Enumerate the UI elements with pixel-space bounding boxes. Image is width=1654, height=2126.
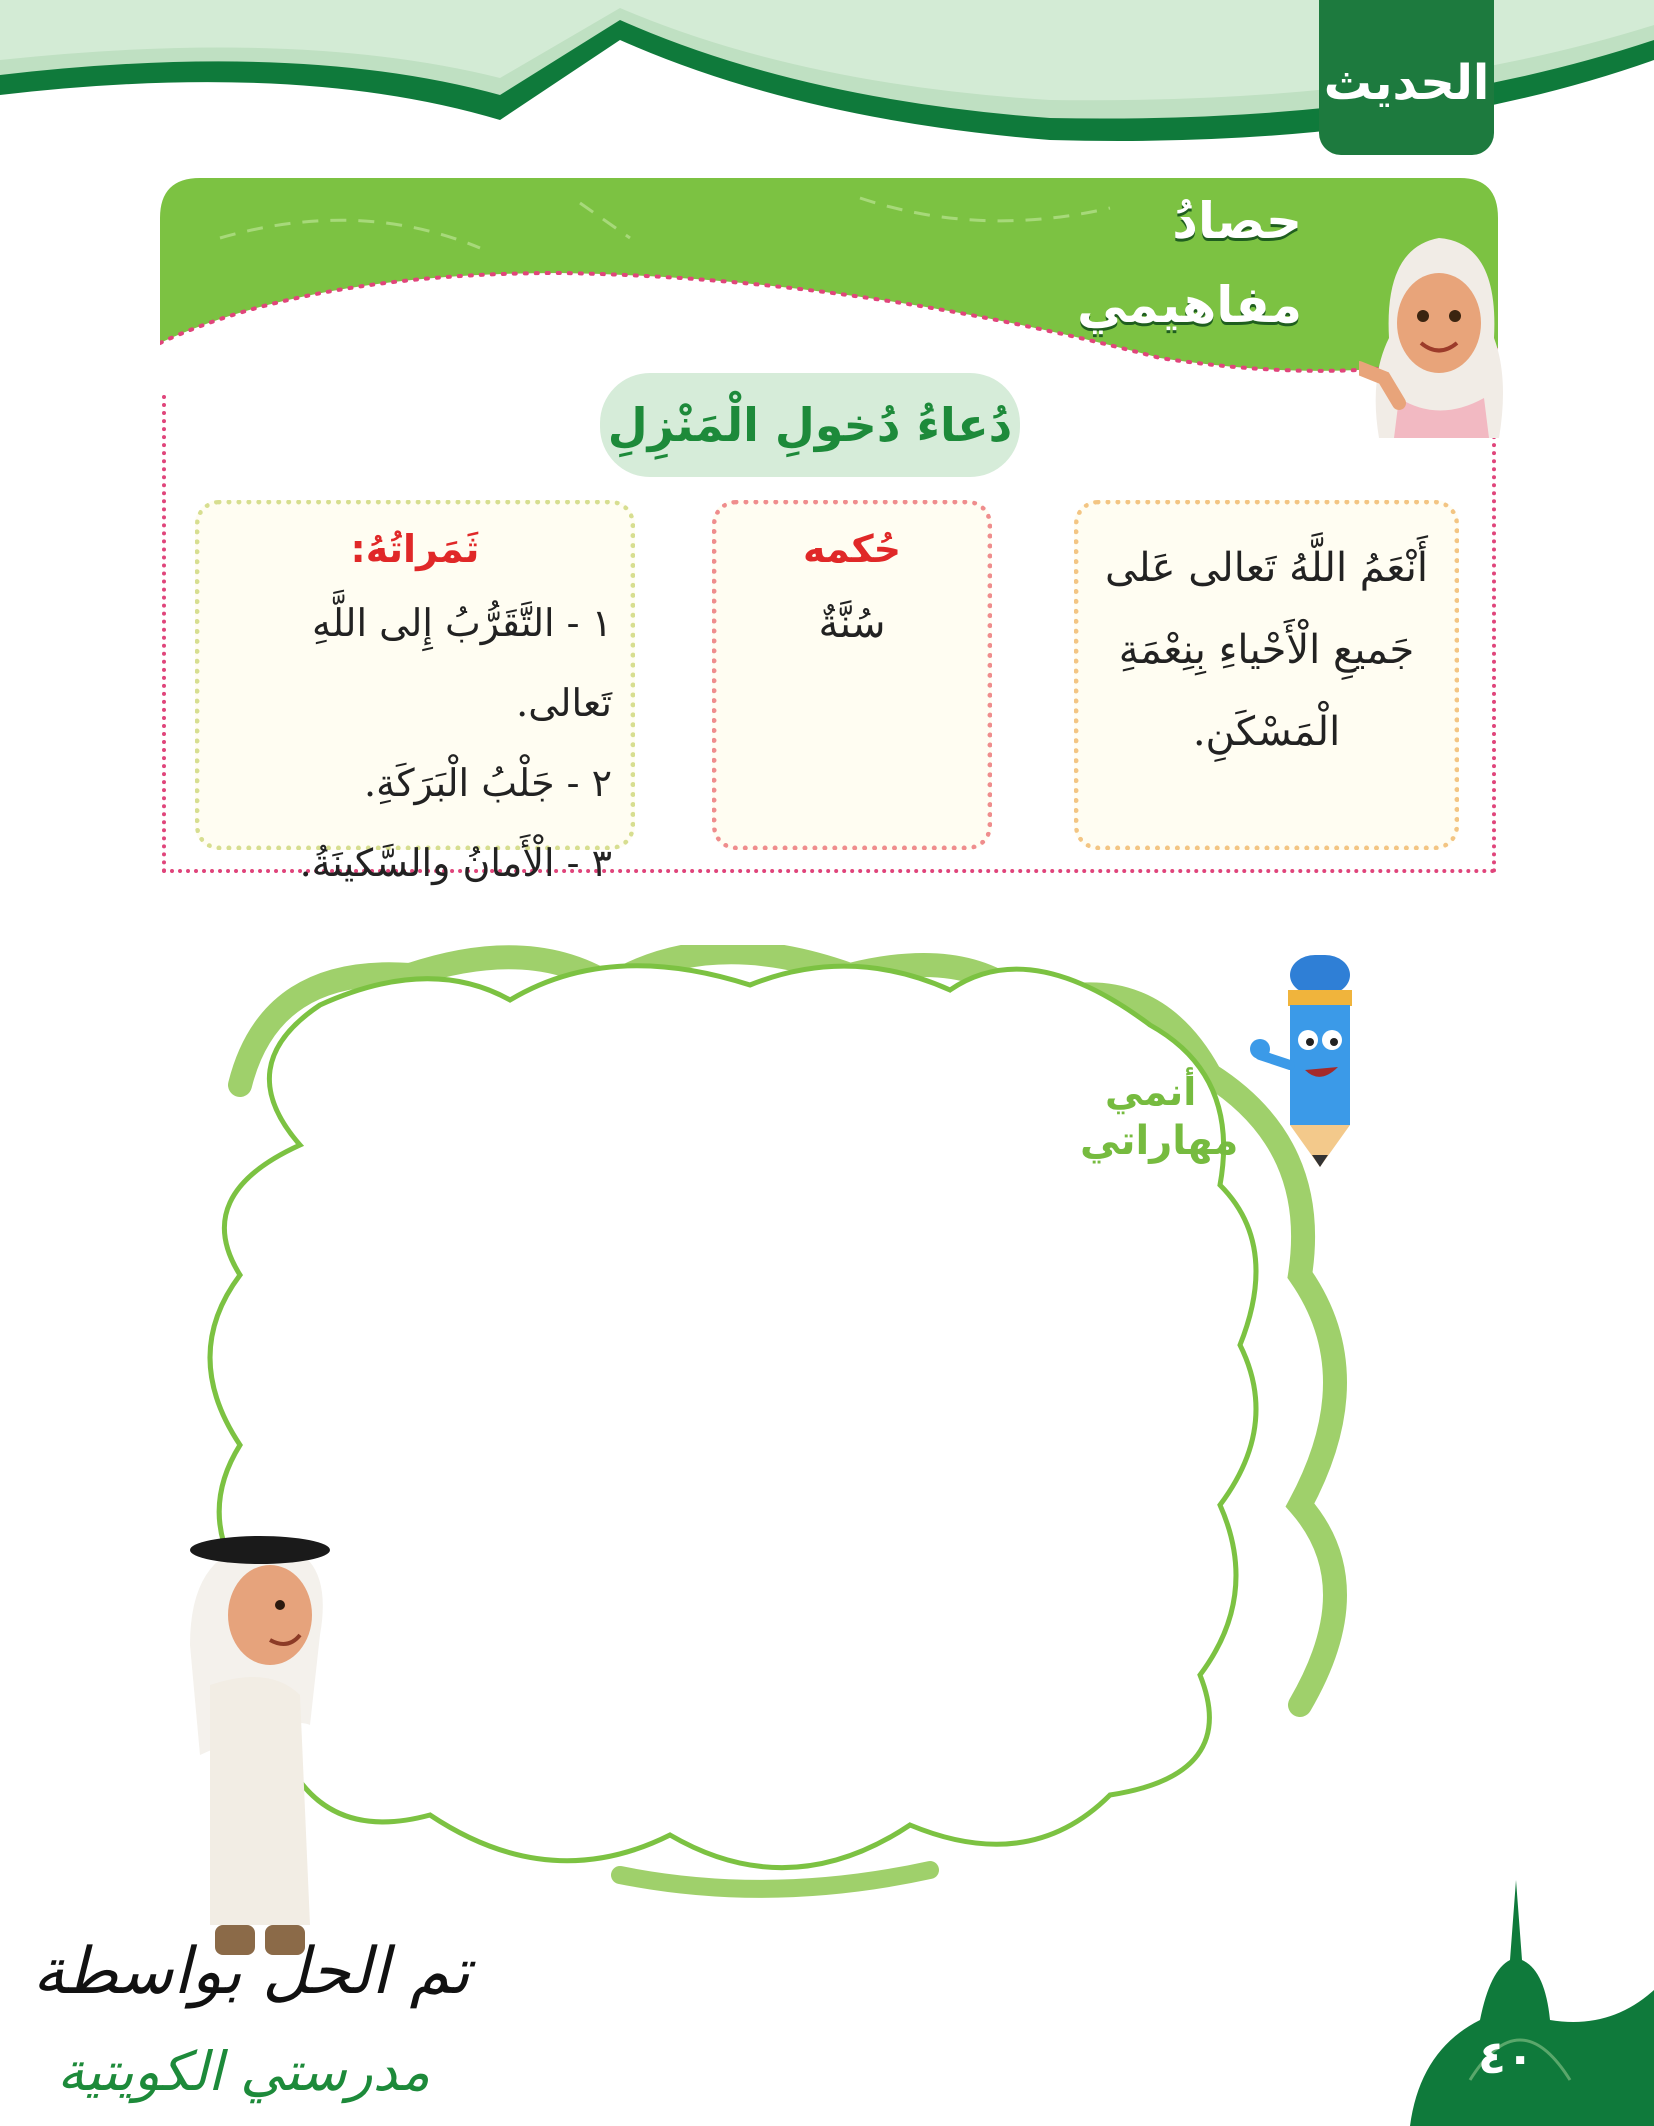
section-label: الحديث [1323, 54, 1490, 111]
footer-dome-decoration [1410, 1880, 1654, 2126]
banner-title-line1: حصادُ [1172, 192, 1302, 250]
solved-by-line2: مدرستي الكويتية [57, 2040, 430, 2103]
fruit-item-3: ٣ - الْأَمانُ والسَّكينَةُ. [299, 841, 612, 885]
doua-title [600, 373, 1020, 477]
doua-title-text: دُعاءُ دُخولِ الْمَنْزِلِ [607, 398, 1013, 452]
skills-label-line1: أنمي [1105, 1070, 1197, 1114]
fruit-item-2: ٢ - جَلْبُ الْبَرَكَةِ. [364, 761, 612, 805]
fruits-heading: ثَمَراتُهُ: [350, 527, 480, 571]
blessing-line3: الْمَسْكَنِ. [1192, 709, 1341, 755]
ruling-value: سُنَّةٌ [818, 601, 886, 647]
girl-avatar [1359, 228, 1514, 438]
fruit-item-1: ١ - التَّقَرُّبُ إِلى اللَّهِ تَعالى. [311, 601, 612, 725]
section-tab [1319, 0, 1494, 155]
solved-by-line1: تم الحل بواسطة [32, 1935, 470, 2009]
ruling-heading: حُكمه [802, 527, 901, 571]
skills-label-line2: مهاراتي [1080, 1118, 1239, 1164]
blessing-line1: أَنْعَمُ اللَّهُ تَعالى عَلى [1105, 545, 1428, 591]
banner-title-line2: مفاهيمي [1077, 276, 1302, 334]
ruling-box [712, 500, 992, 850]
boy-avatar [170, 1525, 345, 1970]
fruits-box [195, 500, 635, 885]
blessing-line2: جَميعِ الْأَحْياءِ بِنِعْمَةِ [1118, 627, 1415, 673]
pencil-mascot [1250, 945, 1390, 1170]
page-number: ٤٠ [1478, 2030, 1535, 2084]
blessing-box [1074, 500, 1459, 850]
